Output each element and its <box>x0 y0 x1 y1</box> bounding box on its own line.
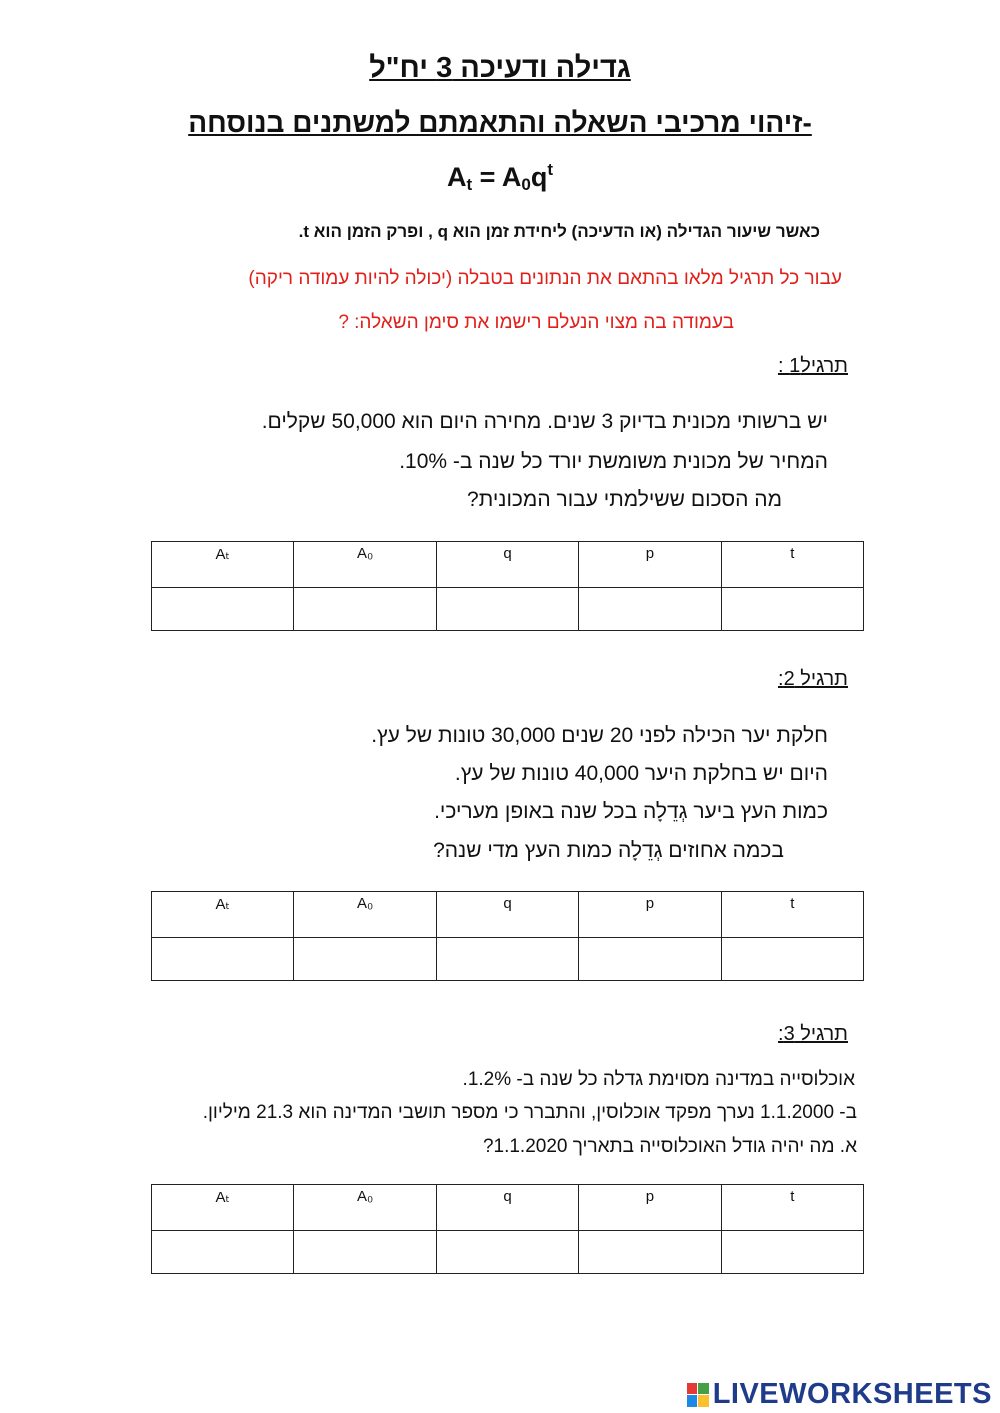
answer-cell-p[interactable] <box>579 588 721 631</box>
answer-cell-t[interactable] <box>721 588 863 631</box>
exercise-3-title: תרגיל 3: <box>778 1023 848 1045</box>
header-at: Aₜ <box>152 1185 294 1231</box>
exercise-3-line-2: ב- 1.1.2000 נערך מפקד אוכלוסין, והתברר כי מספר תושבי המדינה הוא 21.3 מיליון. <box>202 1102 857 1123</box>
answer-cell-a0[interactable] <box>294 1231 436 1274</box>
header-a0: A₀ <box>294 1185 436 1231</box>
logo-square-3 <box>687 1395 698 1407</box>
answer-cell-q[interactable] <box>436 588 578 631</box>
logo-square-4 <box>698 1395 709 1407</box>
brand-name: LIVEWORKSHEETS <box>712 1378 992 1410</box>
header-q: q <box>436 542 578 588</box>
header-p: p <box>579 1185 721 1231</box>
header-t: t <box>721 892 863 938</box>
logo-square-2 <box>698 1383 709 1395</box>
logo-square-1 <box>687 1383 698 1395</box>
header-p: p <box>579 542 721 588</box>
liveworksheets-brand <box>687 1378 992 1411</box>
header-q: q <box>436 892 578 938</box>
exercise-3-line-1: אוכלוסייה במדינה מסוימת גדלה כל שנה ב- 1.2%. <box>462 1069 855 1090</box>
answer-cell-p[interactable] <box>579 1231 721 1274</box>
exercise-2-title: תרגיל 2: <box>778 668 848 690</box>
answer-cell-at[interactable] <box>152 938 294 981</box>
header-a0: A₀ <box>294 542 436 588</box>
header-t: t <box>721 1185 863 1231</box>
answer-cell-a0[interactable] <box>294 938 436 981</box>
page-subtitle: -זיהוי מרכיבי השאלה והתאמתם למשתנים בנוסחה <box>188 107 812 138</box>
exercise-1-table <box>151 541 864 631</box>
liveworksheets-logo-icon <box>687 1383 709 1407</box>
exercise-3-line-3: א. מה יהיה גודל האוכלוסייה בתאריך 1.1.2020? <box>482 1136 857 1157</box>
answer-cell-a0[interactable] <box>294 588 436 631</box>
page-title: גדילה ודעיכה 3 יח"ל <box>369 52 631 84</box>
exercise-1-line-2: המחיר של מכונית משומשת יורד כל שנה ב- 10%. <box>399 450 828 473</box>
exercise-1-line-3: מה הסכום ששילמתי עבור המכונית? <box>467 488 782 511</box>
answer-cell-at[interactable] <box>152 1231 294 1274</box>
exercise-3-table <box>151 1184 864 1274</box>
header-q: q <box>436 1185 578 1231</box>
answer-cell-t[interactable] <box>721 1231 863 1274</box>
answer-cell-t[interactable] <box>721 938 863 981</box>
exercise-2-line-4: בכמה אחוזים גְדֵלָה כמות העץ מדי שנה? <box>433 839 784 862</box>
formula-explanation: כאשר שיעור הגדילה (או הדעיכה) ליחידת זמן הוא q , ופרק הזמן הוא t. <box>298 222 820 241</box>
instruction-line-1: עבור כל תרגיל מלאו בהתאם את הנתונים בטבלה (יכולה להיות עמודה ריקה) <box>248 268 842 289</box>
exercise-2-table <box>151 891 864 981</box>
growth-formula: $A_t = A_0q^t$ <box>446 160 554 194</box>
header-a0: A₀ <box>294 892 436 938</box>
answer-cell-q[interactable] <box>436 1231 578 1274</box>
answer-cell-q[interactable] <box>436 938 578 981</box>
exercise-1-title: תרגיל1 : <box>777 355 848 377</box>
exercise-2-line-2: היום יש בחלקת היער 40,000 טונות של עץ. <box>454 762 828 785</box>
header-at: Aₜ <box>152 542 294 588</box>
exercise-2-line-3: כמות העץ ביער גְדֵלָה בכל שנה באופן מעריכי. <box>434 800 828 823</box>
instruction-line-2: בעמודה בה מצוי הנעלם רישמו את סימן השאלה: ? <box>338 312 734 333</box>
header-at: Aₜ <box>152 892 294 938</box>
exercise-2-line-1: חלקת יער הכילה לפני 20 שנים 30,000 טונות של עץ. <box>371 724 828 747</box>
header-t: t <box>721 542 863 588</box>
answer-cell-p[interactable] <box>579 938 721 981</box>
header-p: p <box>579 892 721 938</box>
exercise-1-line-1: יש ברשותי מכונית בדיוק 3 שנים. מחירה היום הוא 50,000 שקלים. <box>261 410 828 433</box>
answer-cell-at[interactable] <box>152 588 294 631</box>
